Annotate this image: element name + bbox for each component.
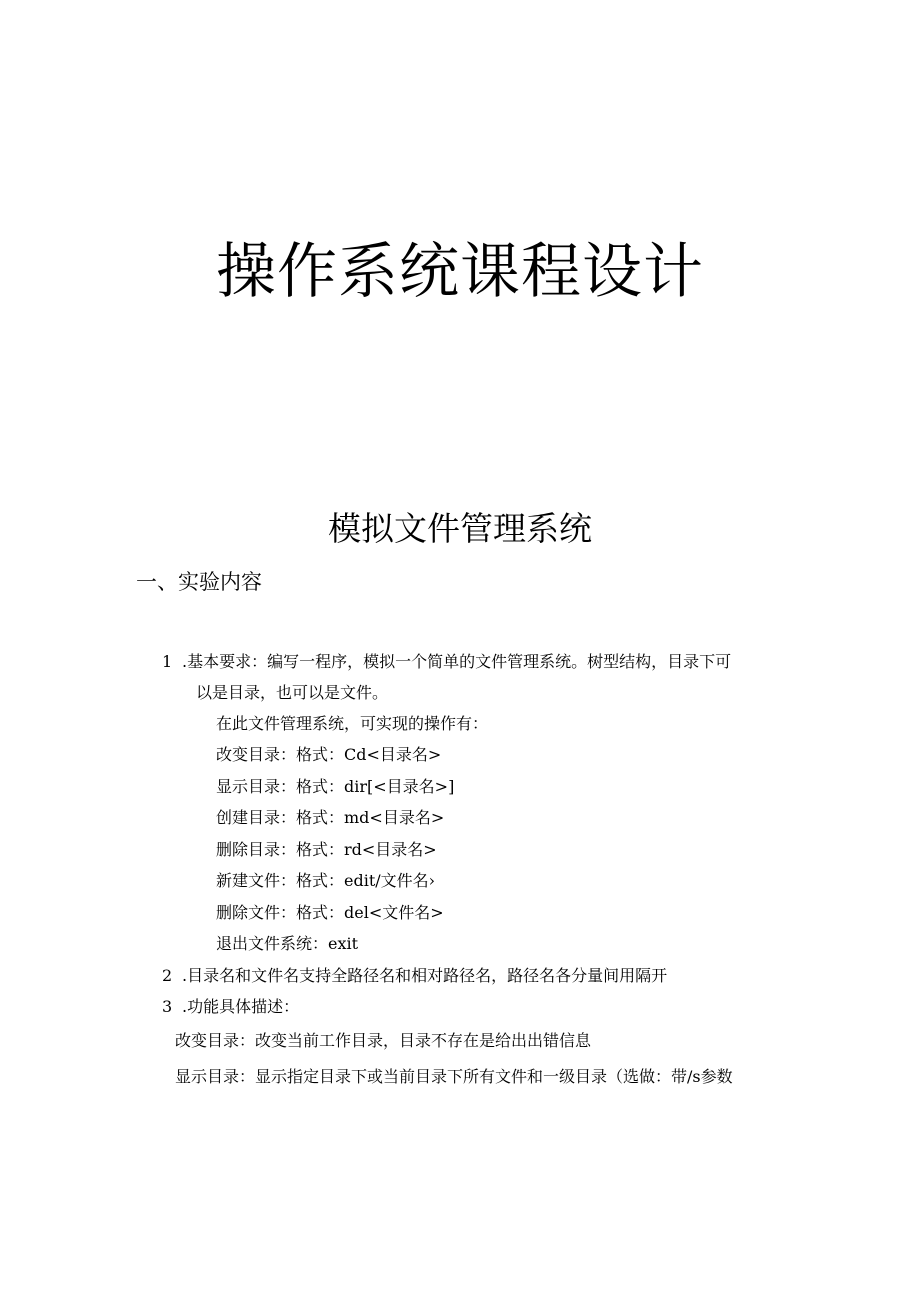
operation-md: 创建目录：格式：md<目录名> xyxy=(216,808,445,827)
description-show-dir: 显示目录：显示指定目录下或当前目录下所有文件和一级目录（选做：带/s参数 xyxy=(175,1067,733,1086)
operation-dir: 显示目录：格式：dir[<目录名>] xyxy=(216,777,455,796)
item-3-text: .功能具体描述： xyxy=(182,997,300,1016)
document-subtitle: 模拟文件管理系统 xyxy=(328,509,592,548)
item-2-text: .目录名和文件名支持全路径名和相对路径名，路径名各分量间用隔开 xyxy=(182,966,668,985)
section-heading: 一、实验内容 xyxy=(136,570,262,594)
operation-exit: 退出文件系统：exit xyxy=(216,934,359,953)
item-3-number: 3 xyxy=(162,997,173,1016)
document-title: 操作系统课程设计 xyxy=(216,237,704,307)
item-2-number: 2 xyxy=(162,966,173,985)
operation-del: 删除文件：格式：del<文件名> xyxy=(216,903,444,922)
item-1-line-2: 以是目录，也可以是文件。 xyxy=(196,683,389,702)
operations-intro: 在此文件管理系统，可实现的操作有： xyxy=(216,714,489,733)
item-2 xyxy=(162,964,667,988)
operation-rd: 删除目录：格式：rd<目录名> xyxy=(216,840,437,859)
operation-edit: 新建文件：格式：edit/文件名› xyxy=(216,871,436,890)
description-change-dir: 改变目录：改变当前工作目录，目录不存在是给出出错信息 xyxy=(175,1031,592,1050)
item-1-text: .基本要求：编写一程序，模拟一个简单的文件管理系统。树型结构，目录下可 xyxy=(182,652,732,671)
item-1-number: 1 xyxy=(162,652,173,671)
item-3 xyxy=(162,995,299,1019)
operation-cd: 改变目录：格式：Cd<目录名> xyxy=(216,745,442,764)
item-1-line-1 xyxy=(162,650,731,674)
